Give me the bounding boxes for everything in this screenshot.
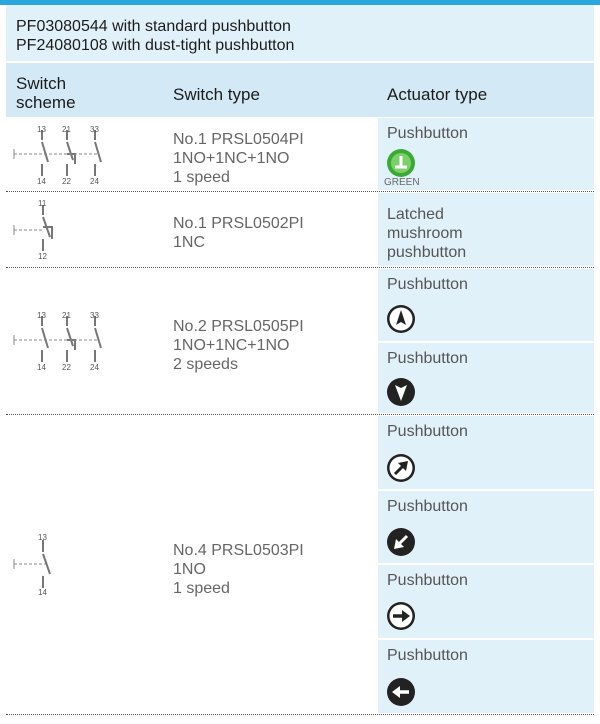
scheme-label: 13 — [37, 311, 46, 320]
switch-type-line: 1 speed — [173, 169, 230, 186]
switch-type-line: 1NO — [173, 561, 206, 578]
scheme-label: 24 — [90, 177, 99, 186]
actuator-cell — [378, 491, 594, 563]
scheme-label: 13 — [37, 125, 46, 134]
row-divider — [6, 714, 594, 715]
scheme-label: 13 — [38, 533, 47, 542]
actuator-label: Pushbutton — [387, 498, 468, 515]
scheme-label: 14 — [37, 177, 46, 186]
switch-scheme-1nc — [12, 197, 72, 263]
actuator-cell — [378, 118, 594, 190]
scheme-label: 33 — [90, 311, 99, 320]
scheme-label: 14 — [38, 588, 47, 597]
switch-scheme-1no-1nc-1no — [12, 124, 110, 188]
arrow-down-left-black-icon — [386, 527, 416, 557]
switch-type-line: No.2 PRSL0505PI — [173, 318, 304, 335]
actuator-cell — [378, 416, 594, 489]
switch-type-line: No.1 PRSL0504PI — [173, 131, 304, 148]
actuator-label: Pushbutton — [387, 350, 468, 367]
arrow-left-black-icon — [386, 677, 416, 707]
row-divider — [6, 267, 594, 268]
switch-type-line: 1NC — [173, 234, 206, 251]
scheme-label: 21 — [62, 311, 71, 320]
switch-type-line: No.1 PRSL0502PI — [173, 215, 304, 232]
switch-type-line: 2 speeds — [173, 356, 238, 373]
header-actuator-type: Actuator type — [387, 85, 488, 104]
actuator-cell — [378, 565, 594, 638]
actuator-color-caption: GREEN — [384, 177, 420, 188]
actuator-label: Pushbutton — [387, 647, 468, 664]
scheme-label: 11 — [38, 199, 47, 208]
table-header — [6, 63, 594, 117]
actuator-cell — [378, 269, 594, 341]
actuator-label: Pushbutton — [387, 423, 468, 440]
arrow-up-right-white-icon — [386, 453, 416, 483]
scheme-label: 33 — [90, 125, 99, 134]
arrow-right-white-icon — [386, 601, 416, 631]
row-divider — [6, 414, 594, 415]
header-switch-type: Switch type — [173, 85, 260, 104]
switch-type-line: 1NO+1NC+1NO — [173, 337, 290, 354]
actuator-cell — [378, 193, 594, 266]
green-start-icon — [386, 148, 416, 178]
arrow-up-white-icon — [386, 304, 416, 334]
switch-type-line: 1 speed — [173, 580, 230, 597]
actuator-label: Pushbutton — [387, 276, 468, 293]
title-line-2: PF24080108 with dust-tight pushbutton — [16, 37, 295, 54]
actuator-label: Pushbutton — [387, 125, 468, 142]
header-switch-scheme-1: Switch — [16, 74, 67, 93]
scheme-label: 14 — [37, 363, 46, 372]
scheme-label: 21 — [62, 125, 71, 134]
switch-type-line: 1NO+1NC+1NO — [173, 150, 290, 167]
row-divider — [6, 191, 594, 192]
switch-type-line: No.4 PRSL0503PI — [173, 542, 304, 559]
actuator-label-line: mushroom — [387, 225, 463, 242]
scheme-label: 12 — [38, 252, 47, 261]
header-switch-scheme-2: scheme — [16, 93, 76, 112]
switch-scheme-1no-1nc-1no — [12, 310, 110, 374]
actuator-label: Pushbutton — [387, 572, 468, 589]
actuator-label-line: Latched — [387, 206, 444, 223]
actuator-cell — [378, 343, 594, 413]
switch-scheme-1no — [12, 532, 72, 598]
table-title — [6, 5, 594, 61]
scheme-label: 22 — [62, 363, 71, 372]
scheme-label: 22 — [62, 177, 71, 186]
actuator-label-line: pushbutton — [387, 244, 467, 261]
actuator-cell — [378, 640, 594, 713]
scheme-label: 24 — [90, 363, 99, 372]
arrow-down-black-icon — [386, 377, 416, 407]
title-line-1: PF03080544 with standard pushbutton — [16, 18, 291, 35]
